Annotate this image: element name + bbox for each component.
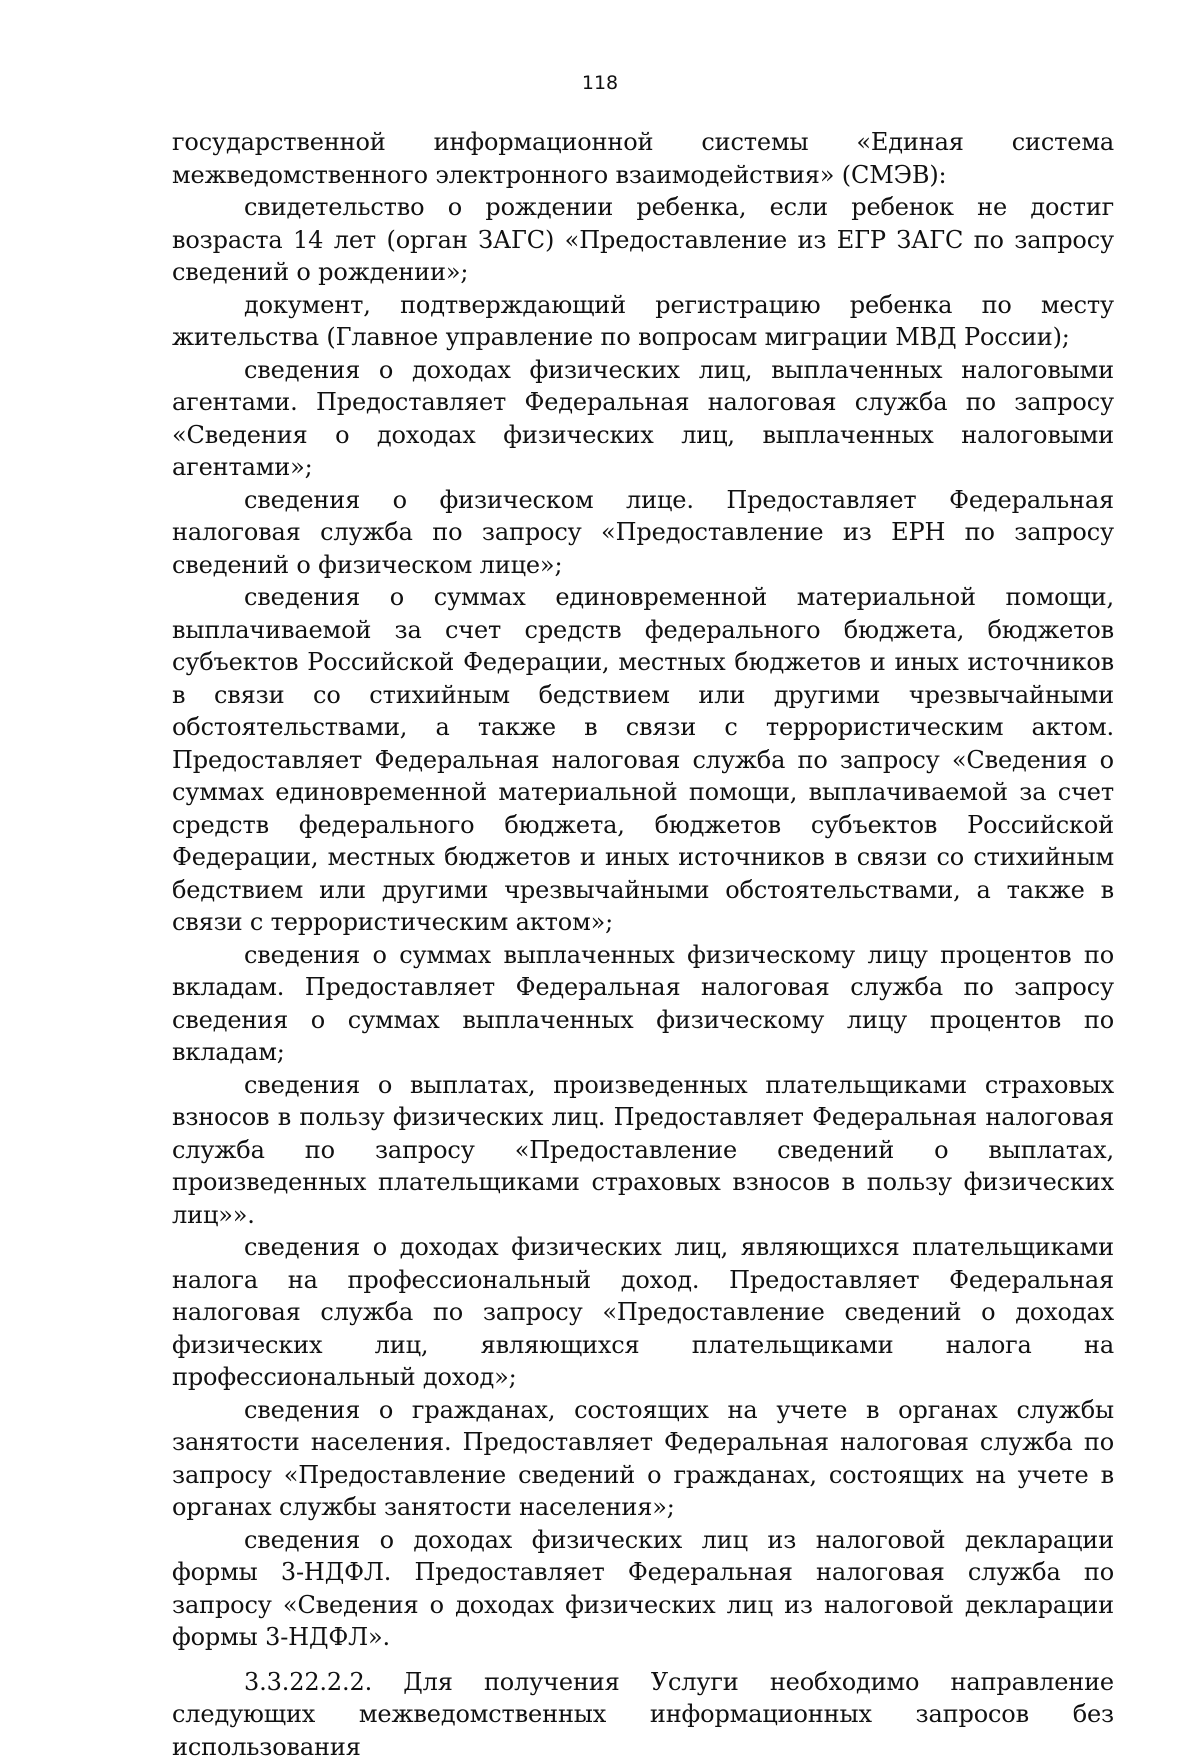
document-body bbox=[172, 126, 1114, 1763]
paragraph-deposit-interest: сведения о суммах выплаченных физическому лицу процентов по вкладам. Предоставляет Федеральная налоговая служба по запросу сведения о суммах выплаченных физическому лицу процентов по вкладам; bbox=[172, 939, 1114, 1069]
paragraph-3ndfl-income: сведения о доходах физических лиц из налоговой декларации формы 3-НДФЛ. Предоставляет Федеральная налоговая служба по запросу «Сведения о доходах физических лиц из налоговой декларации формы 3-НДФЛ». bbox=[172, 1524, 1114, 1654]
paragraph-insurance-payments: сведения о выплатах, произведенных плательщиками страховых взносов в пользу физических лиц. Предоставляет Федеральная налоговая служба по запросу «Предоставление сведений о выплатах, произведенных плательщиками страховых взносов в пользу физических лиц»». bbox=[172, 1069, 1114, 1232]
paragraph-professional-income: сведения о доходах физических лиц, являющихся плательщиками налога на профессиональный доход. Предоставляет Федеральная налоговая служба по запросу «Предоставление сведений о доходах физических лиц, являющихся плательщиками налога на профессиональный доход»; bbox=[172, 1231, 1114, 1394]
paragraph-tax-agent-income: сведения о доходах физических лиц, выплаченных налоговыми агентами. Предоставляет Федеральная налоговая служба по запросу «Сведения о доходах физических лиц, выплаченных налоговыми агентами»; bbox=[172, 354, 1114, 484]
paragraph-birth-certificate: свидетельство о рождении ребенка, если ребенок не достиг возраста 14 лет (орган ЗАГС) «Предоставление из ЕГР ЗАГС по запросу сведений о рождении»; bbox=[172, 191, 1114, 289]
paragraph-material-aid: сведения о суммах единовременной материальной помощи, выплачиваемой за счет средств федерального бюджета, бюджетов субъектов Российской Федерации, местных бюджетов и иных источников в связи со стихийным бедствием или другими чрезвычайными обстоятельствами, а также в связи с террористическим актом. Предоставляет Федеральная налоговая служба по запросу «Сведения о суммах единовременной материальной помощи, выплачиваемой за счет средств федерального бюджета, бюджетов субъектов Российской Федерации, местных бюджетов и иных источников в связи со стихийным бедствием или другими чрезвычайными обстоятельствами, а также в связи с террористическим актом»; bbox=[172, 581, 1114, 939]
paragraph-section-3-3-22-2-2: 3.3.22.2.2. Для получения Услуги необходимо направление следующих межведомственных информационных запросов без использования bbox=[172, 1666, 1114, 1763]
paragraph-smev-intro: государственной информационной системы «Единая система межведомственного электронного взаимодействия» (СМЭВ): bbox=[172, 126, 1114, 191]
paragraph-individual-info: сведения о физическом лице. Предоставляет Федеральная налоговая служба по запросу «Предоставление из ЕРН по запросу сведений о физическом лице»; bbox=[172, 484, 1114, 582]
paragraph-employment-service: сведения о гражданах, состоящих на учете в органах службы занятости населения. Предоставляет Федеральная налоговая служба по запросу «Предоставление сведений о гражданах, состоящих на учете в органах службы занятости населения»; bbox=[172, 1394, 1114, 1524]
page-number: 118 bbox=[0, 72, 1200, 94]
paragraph-registration-document: документ, подтверждающий регистрацию ребенка по месту жительства (Главное управление по вопросам миграции МВД России); bbox=[172, 289, 1114, 354]
